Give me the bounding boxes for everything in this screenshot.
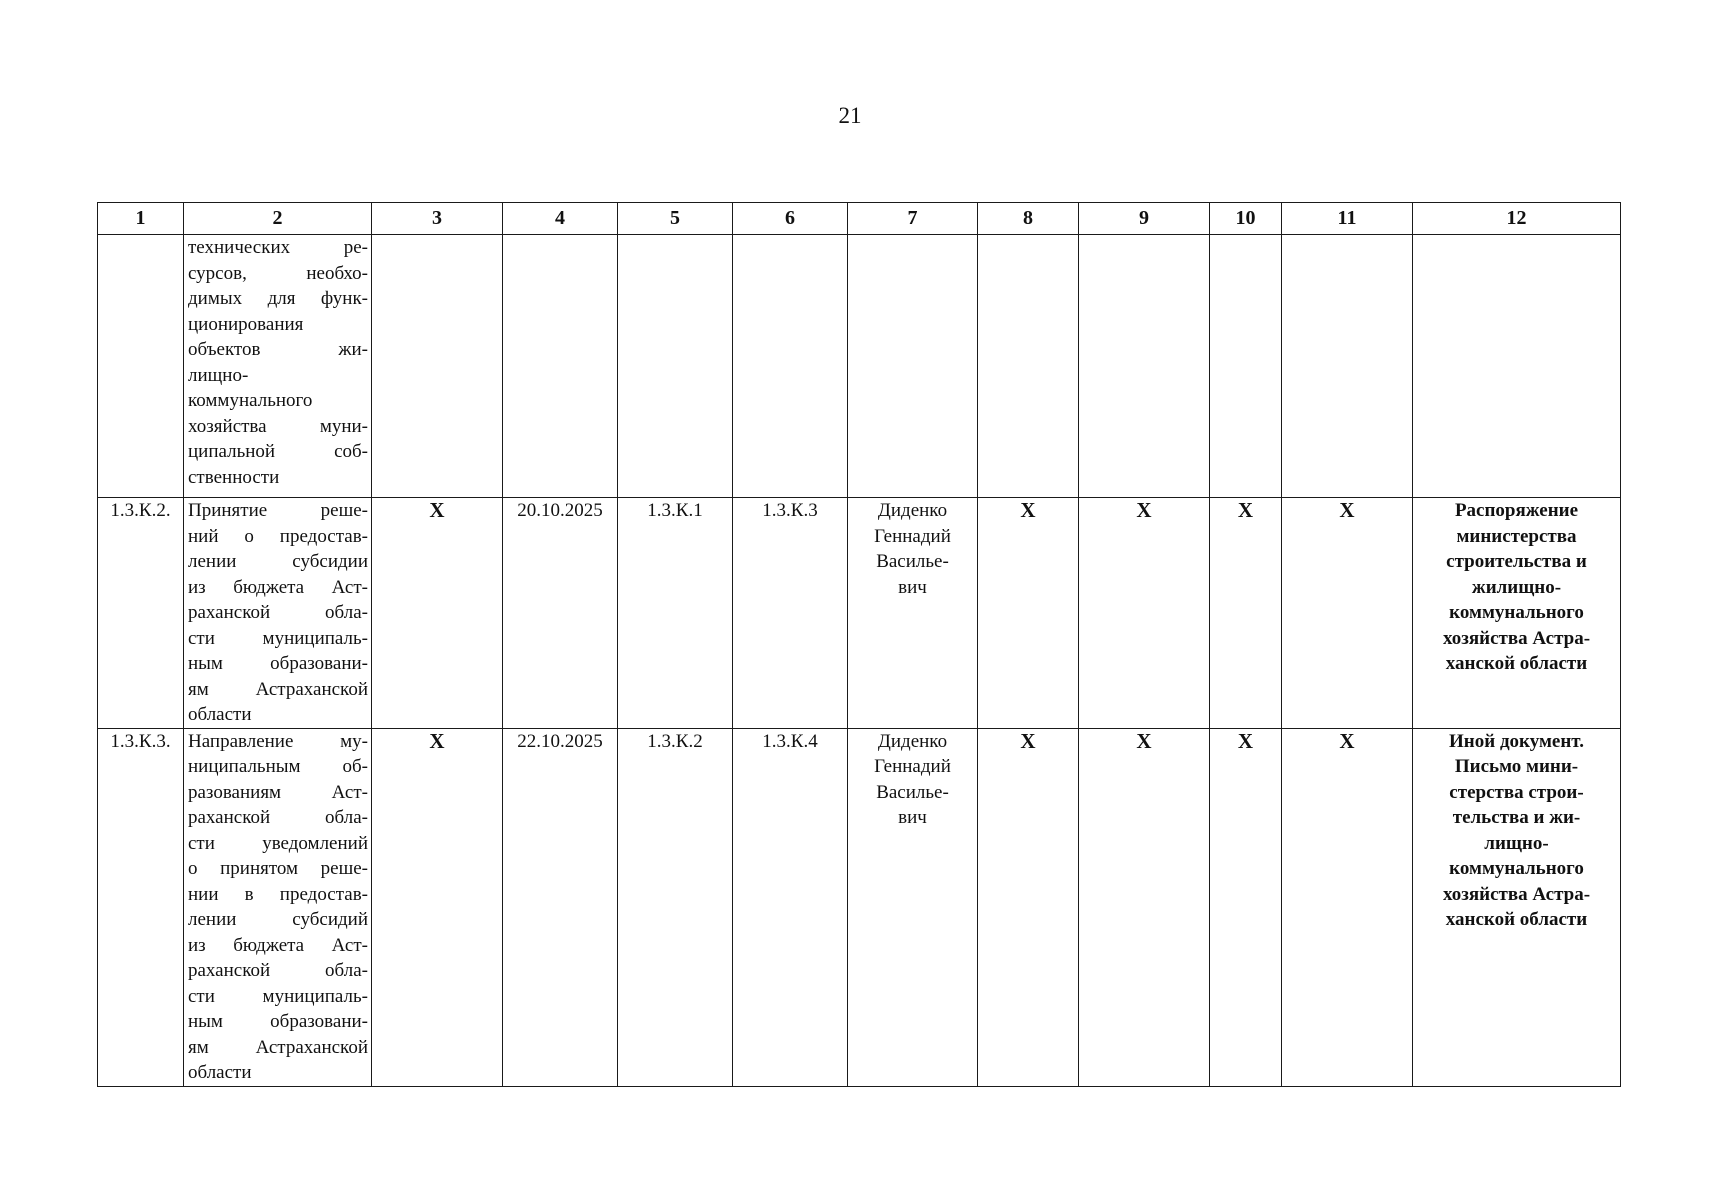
date-cell: 22.10.2025 (503, 728, 618, 1086)
x-mark-cell: Х (1282, 498, 1413, 729)
column-header: 9 (1079, 203, 1210, 235)
text-line: области (188, 704, 252, 725)
text-line: Геннадий (874, 525, 951, 547)
column-header: 1 (98, 203, 184, 235)
column-header: 8 (978, 203, 1079, 235)
result-document-cell (1413, 498, 1621, 729)
text-line: хозяйства муни- (188, 415, 368, 437)
responsible-cell (848, 498, 978, 729)
x-mark-cell: Х (1210, 498, 1282, 729)
text-line: сти муниципаль- (188, 627, 368, 649)
table-cell (618, 235, 733, 498)
table-cell (848, 235, 978, 498)
text-line: строительства и (1446, 551, 1587, 572)
column-header: 5 (618, 203, 733, 235)
column-header: 3 (372, 203, 503, 235)
text-line: коммунального (1449, 858, 1584, 879)
text-line: Иной документ. (1449, 730, 1584, 752)
text-line: Принятие реше- (188, 500, 368, 521)
x-mark-cell: Х (978, 728, 1079, 1086)
text-line: жилищно- (1471, 576, 1562, 598)
column-header: 12 (1413, 203, 1621, 235)
page-number: 21 (838, 103, 862, 128)
plan-table (97, 202, 1621, 1087)
x-mark-cell: Х (372, 728, 503, 1086)
text-line: Направление му- (188, 730, 368, 752)
text-line: области (188, 1062, 252, 1083)
text-line: Распоряжение (1454, 500, 1579, 521)
table-header-row (98, 203, 1621, 235)
text-line: стерства строи- (1449, 781, 1584, 803)
description-cell (184, 235, 372, 498)
description-cell (184, 728, 372, 1086)
text-line: ционирования (188, 313, 304, 335)
text-line: вич (898, 576, 927, 598)
text-line: димых для функ- (188, 288, 368, 309)
x-mark-cell: Х (1210, 728, 1282, 1086)
text-line: ханской области (1445, 909, 1588, 930)
date-cell: 20.10.2025 (503, 498, 618, 729)
x-mark-cell: Х (1079, 728, 1210, 1086)
text-line: лищно- (1484, 832, 1549, 854)
table-cell (733, 235, 848, 498)
text-line: тельства и жи- (1452, 807, 1581, 828)
predecessor-cell: 1.3.К.1 (618, 498, 733, 729)
text-line: нии в предостав- (188, 883, 368, 905)
text-line: хозяйства Астра- (1442, 627, 1591, 649)
column-header: 2 (184, 203, 372, 235)
text-line: ным образовани- (188, 1011, 368, 1032)
table-row (98, 728, 1621, 1086)
successor-cell: 1.3.К.3 (733, 498, 848, 729)
text-line: сти муниципаль- (188, 985, 368, 1007)
column-header: 10 (1210, 203, 1282, 235)
text-line: Василье- (876, 551, 949, 572)
table-cell (1210, 235, 1282, 498)
table-row (98, 235, 1621, 498)
text-line: коммунального (1449, 602, 1584, 623)
text-line: ципальной соб- (188, 441, 368, 462)
text-line: ственности (188, 466, 280, 488)
x-mark-cell: Х (372, 498, 503, 729)
text-line: Диденко (877, 500, 948, 521)
text-line: объектов жи- (188, 339, 368, 360)
column-header: 11 (1282, 203, 1413, 235)
text-line: сурсов, необхо- (188, 262, 368, 284)
table-cell (1282, 235, 1413, 498)
text-line: лении субсидий (188, 909, 368, 930)
column-header: 4 (503, 203, 618, 235)
text-line: раханской обла- (188, 807, 368, 828)
x-mark-cell: Х (1282, 728, 1413, 1086)
row-id-cell (98, 235, 184, 498)
table-cell (1413, 235, 1621, 498)
text-line: Письмо мини- (1454, 756, 1579, 777)
text-line: раханской обла- (188, 960, 368, 981)
text-line: лищно- (188, 364, 249, 386)
text-line: о принятом реше- (188, 858, 368, 879)
row-id-cell: 1.3.К.2. (98, 498, 184, 729)
table-cell (978, 235, 1079, 498)
responsible-cell (848, 728, 978, 1086)
text-line: из бюджета Аст- (188, 576, 368, 598)
text-line: Диденко (877, 730, 948, 752)
description-cell (184, 498, 372, 729)
table-cell (372, 235, 503, 498)
text-line: вич (898, 807, 927, 828)
result-document-cell (1413, 728, 1621, 1086)
text-line: ям Астраханской (188, 1036, 368, 1058)
text-line: из бюджета Аст- (188, 934, 368, 956)
successor-cell: 1.3.К.4 (733, 728, 848, 1086)
table-cell (1079, 235, 1210, 498)
table-cell (503, 235, 618, 498)
text-line: Геннадий (874, 756, 951, 777)
text-line: раханской обла- (188, 602, 368, 623)
column-header: 6 (733, 203, 848, 235)
text-line: ханской области (1445, 653, 1588, 674)
text-line: Василье- (876, 781, 949, 803)
text-line: разованиям Аст- (188, 781, 368, 803)
text-line: хозяйства Астра- (1442, 883, 1591, 905)
row-id-cell: 1.3.К.3. (98, 728, 184, 1086)
text-line: ям Астраханской (188, 678, 368, 700)
x-mark-cell: Х (1079, 498, 1210, 729)
text-line: ний о предостав- (188, 525, 368, 547)
text-line: ниципальным об- (188, 756, 368, 777)
table-row (98, 498, 1621, 729)
text-line: сти уведомлений (188, 832, 368, 854)
text-line: лении субсидии (188, 551, 368, 572)
x-mark-cell: Х (978, 498, 1079, 729)
predecessor-cell: 1.3.К.2 (618, 728, 733, 1086)
text-line: технических ре- (188, 237, 368, 258)
column-header: 7 (848, 203, 978, 235)
text-line: министерства (1456, 525, 1577, 547)
text-line: коммунального (188, 390, 313, 411)
text-line: ным образовани- (188, 653, 368, 674)
